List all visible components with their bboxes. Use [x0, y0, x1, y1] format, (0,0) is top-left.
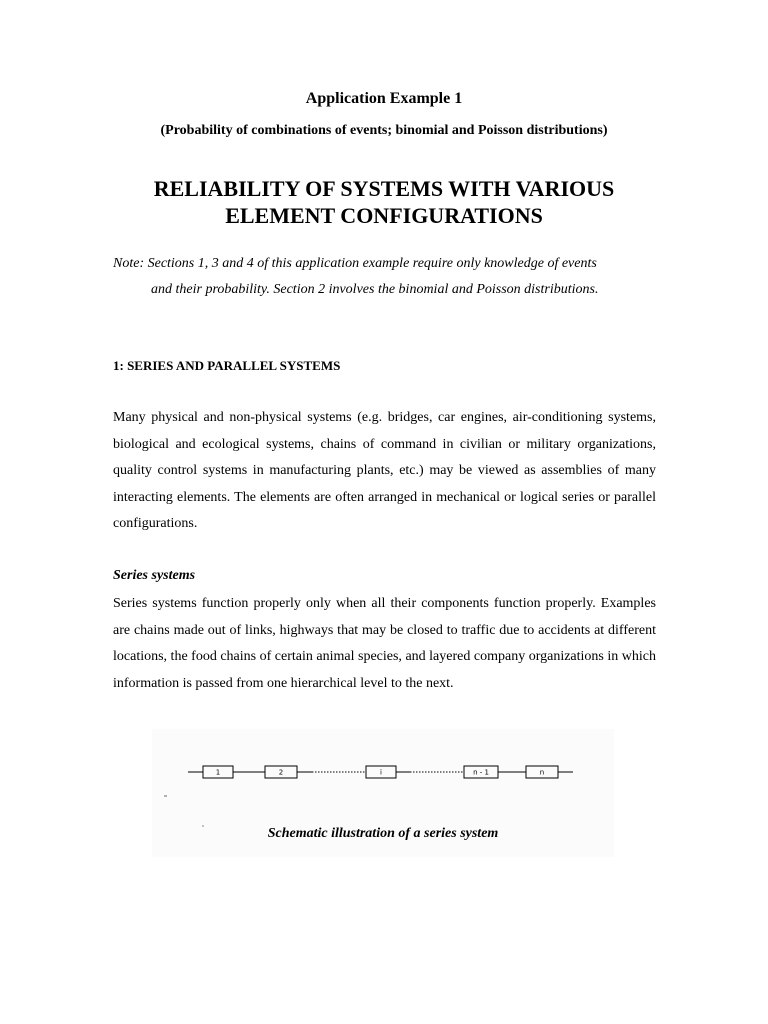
note-line-1: Note: Sections 1, 3 and 4 of this application example require only knowledge of events: [113, 256, 597, 271]
series-system-figure: [152, 729, 614, 857]
document-title-line-2: ELEMENT CONFIGURATIONS: [225, 203, 543, 228]
note-block: [113, 251, 658, 303]
element-label-n-minus-1: n - 1: [473, 768, 489, 777]
element-label-2: 2: [278, 768, 284, 777]
series-systems-heading: Series systems: [113, 568, 196, 583]
element-label-n: n: [539, 768, 545, 777]
note-line-2: and their probability. Section 2 involves the binomial and Poisson distributions.: [151, 282, 599, 297]
element-label-i: i: [380, 768, 382, 777]
figure-caption: Schematic illustration of a series system: [267, 826, 499, 841]
document-title-line-1: RELIABILITY OF SYSTEMS WITH VARIOUS: [153, 176, 615, 201]
section-1-heading: 1: SERIES AND PARALLEL SYSTEMS: [113, 358, 341, 373]
series-systems-paragraph: Series systems function properly only when all their components function properly. Examples are chains made out of links, highways that may be closed to traffic due to accidents at different locations, the food chains of certain animal species, and layered company organizations in which information is passed from one hierarchical level to the next.: [113, 596, 656, 691]
example-subtitle: (Probability of combinations of events; binomial and Poisson distributions): [160, 123, 608, 138]
section-1-paragraph: Many physical and non-physical systems (e.g. bridges, car engines, air-conditioning systems, biological and ecological systems, chains of command in civilian or military organizations, quality control systems in manufacturing plants, etc.) may be viewed as assemblies of many interacting elements. The elements are often arranged in mechanical or logical series or parallel configurations.: [113, 410, 656, 531]
document-title: [0, 175, 768, 229]
example-title: Application Example 1: [305, 90, 463, 107]
element-label-1: 1: [215, 768, 221, 777]
